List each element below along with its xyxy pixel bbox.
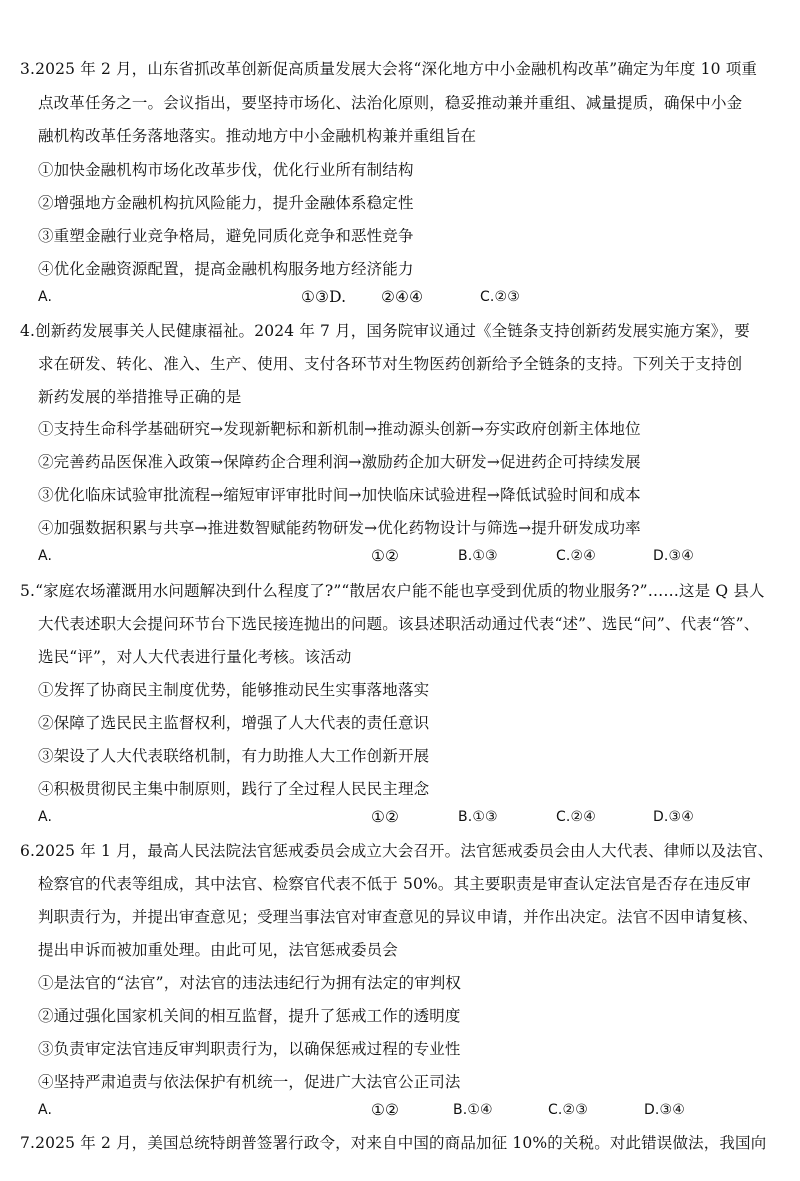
question-5-stem-line-2: 大代表述职大会提问环节台下选民接连抛出的问题。该县述职活动通过代表“述”、选民“问”、代表“答”、 <box>38 615 760 633</box>
question-3-stem-line-3: 融机构改革任务落地落实。推动地方中小金融机构兼并重组旨在 <box>38 127 477 145</box>
question-4-stem-line-1: 4.创新药发展事关人民健康福祉。2024 年 7 月，国务院审议通过《全链条支持创新药发展实施方案》，要 <box>20 322 750 340</box>
answer-choice-a-value: ①② <box>371 1101 400 1119</box>
answer-choice-a-value: ①② <box>371 808 400 826</box>
question-3-stem-line-2: 点改革任务之一。会议指出，要坚持市场化、法治化原则，稳妥推动兼并重组、减量提质，确保中小金 <box>38 94 743 112</box>
answer-choice-b[interactable]: B.①③ <box>458 548 498 564</box>
answer-choice-c[interactable]: C.②③ <box>548 1102 588 1118</box>
question-5-option-2: ②保障了选民民主监督权利，增强了人大代表的责任意识 <box>38 714 430 732</box>
question-3-option-3: ③重塑金融行业竞争格局，避免同质化竞争和恶性竞争 <box>38 227 414 245</box>
question-4-answer-row <box>38 545 778 567</box>
question-6-option-4: ④坚持严肃追责与依法保护有机统一，促进广大法官公正司法 <box>38 1073 461 1091</box>
question-6-stem-line-2: 检察官的代表等组成，其中法官、检察官代表不低于 50%。其主要职责是审查认定法官是否存在违反审 <box>38 875 751 893</box>
question-4-option-3: ③优化临床试验审批流程→缩短审评审批时间→加快临床试验进程→降低试验时间和成本 <box>38 486 641 504</box>
answer-choice-a[interactable]: A. <box>38 809 53 825</box>
question-3-answer-row <box>38 286 778 308</box>
answer-choice-a[interactable]: A. <box>38 289 53 305</box>
answer-choice-d[interactable]: D.③④ <box>644 1102 685 1118</box>
question-5-answer-row <box>38 806 778 828</box>
answer-choice-c[interactable]: C.②③ <box>480 289 520 305</box>
question-6-stem-line-4: 提出申诉而被加重处理。由此可见，法官惩戒委员会 <box>38 941 398 959</box>
question-3-option-1: ①加快金融机构市场化改革步伐，优化行业所有制结构 <box>38 161 414 179</box>
question-5-option-1: ①发挥了协商民主制度优势，能够推动民生实事落地落实 <box>38 681 430 699</box>
question-3-stem-line-1: 3.2025 年 2 月，山东省抓改革创新促高质量发展大会将“深化地方中小金融机构改革”确定为年度 10 项重 <box>20 60 758 78</box>
question-6-stem-line-1: 6.2025 年 1 月，最高人民法院法官惩戒委员会成立大会召开。法官惩戒委员会由人大代表、律师以及法官、 <box>20 842 774 860</box>
answer-choice-d[interactable]: D.③④ <box>653 809 694 825</box>
answer-choice-a[interactable]: A. <box>38 1102 53 1118</box>
question-5-stem-line-3: 选民“评”，对人大代表进行量化考核。该活动 <box>38 648 352 666</box>
answer-choice-b[interactable]: B.①③ <box>458 809 498 825</box>
question-6-option-2: ②通过强化国家机关间的相互监督，提升了惩戒工作的透明度 <box>38 1007 461 1025</box>
answer-choice-c[interactable]: C.②④ <box>556 809 596 825</box>
question-6-stem-line-3: 判职责行为，并提出审查意见；受理当事法官对审查意见的异议申请，并作出决定。法官不因申请复核、 <box>38 908 758 926</box>
question-6-answer-row <box>38 1099 778 1121</box>
question-6-option-1: ①是法官的“法官”，对法官的违法违纪行为拥有法定的审判权 <box>38 974 462 992</box>
question-3-option-4: ④优化金融资源配置，提高金融机构服务地方经济能力 <box>38 260 414 278</box>
answer-choice-a-value: ①③D. <box>301 288 347 306</box>
question-4-option-4: ④加强数据积累与共享→推进数智赋能药物研发→优化药物设计与筛选→提升研发成功率 <box>38 519 641 537</box>
question-4-option-1: ①支持生命科学基础研究→发现新靶标和新机制→推动源头创新→夯实政府创新主体地位 <box>38 420 641 438</box>
question-4-stem-line-2: 求在研发、转化、准入、生产、使用、支付各环节对生物医药创新给予全链条的支持。下列关于支持创 <box>38 355 743 373</box>
answer-choice-d[interactable]: D.③④ <box>653 548 694 564</box>
answer-choice-a[interactable]: A. <box>38 548 53 564</box>
answer-choice-d-value: ②④④ <box>381 288 424 306</box>
question-4-stem-line-3: 新药发展的举措推导正确的是 <box>38 388 242 406</box>
question-5-option-3: ③架设了人大代表联络机制，有力助推人大工作创新开展 <box>38 747 430 765</box>
answer-choice-a-value: ①② <box>371 547 400 565</box>
question-7-stem-line-1: 7.2025 年 2 月，美国总统特朗普签署行政令，对来自中国的商品加征 10%的关税。对此错误做法，我国向 <box>20 1134 767 1152</box>
question-5-stem-line-1: 5.“家庭农场灌溉用水问题解决到什么程度了?”“散居农户能不能也享受到优质的物业服务?”……这是 Q 县人 <box>20 582 765 600</box>
question-6-option-3: ③负责审定法官违反审判职责行为，以确保惩戒过程的专业性 <box>38 1040 461 1058</box>
question-3-option-2: ②增强地方金融机构抗风险能力，提升金融体系稳定性 <box>38 194 414 212</box>
question-5-option-4: ④积极贯彻民主集中制原则，践行了全过程人民民主理念 <box>38 780 430 798</box>
question-4-option-2: ②完善药品医保准入政策→保障药企合理利润→激励药企加大研发→促进药企可持续发展 <box>38 453 641 471</box>
answer-choice-b[interactable]: B.①④ <box>453 1102 493 1118</box>
answer-choice-c[interactable]: C.②④ <box>556 548 596 564</box>
